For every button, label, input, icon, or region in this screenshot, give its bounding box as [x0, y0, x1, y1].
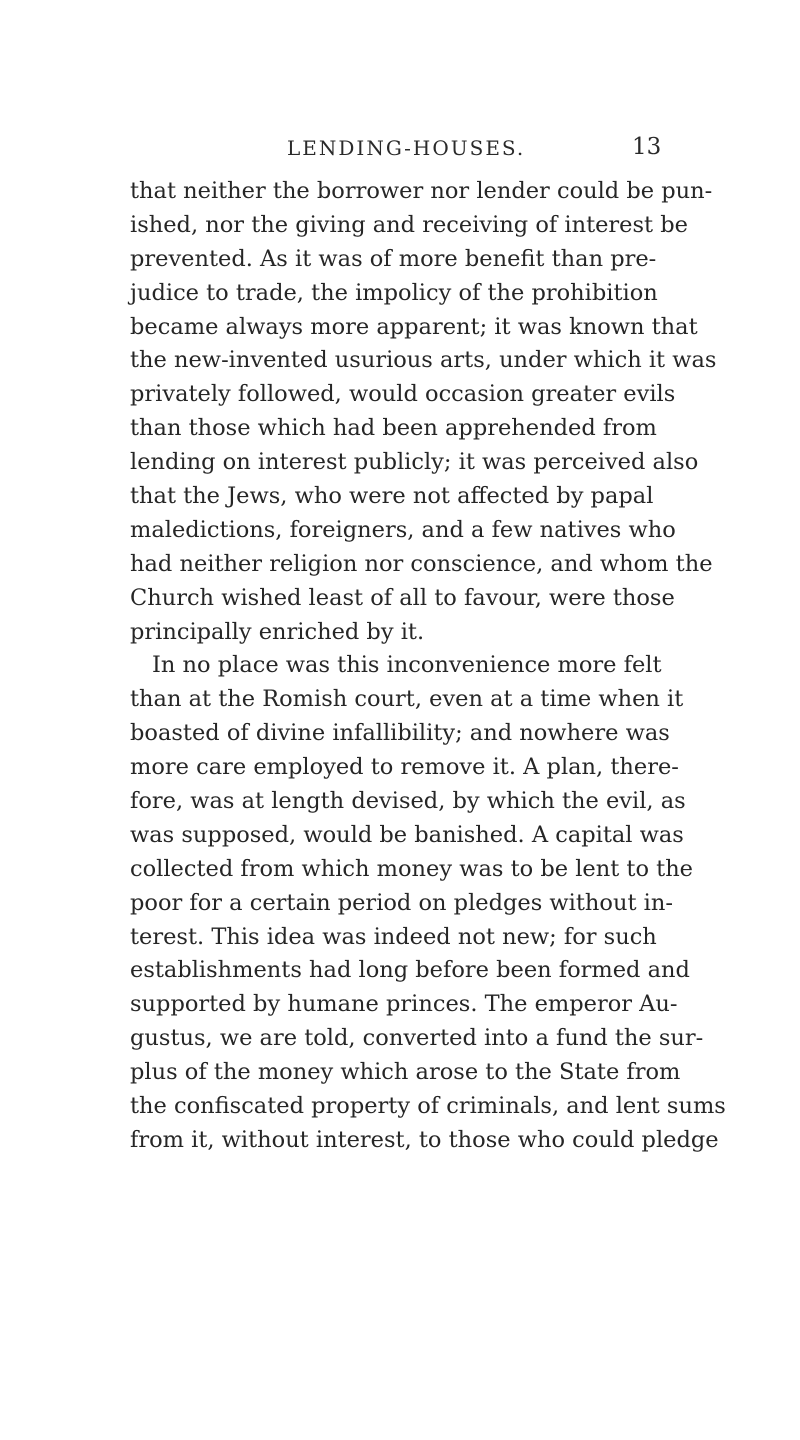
- text-line: privately followed, would occasion greater evils: [130, 381, 676, 408]
- text-line: principally enriched by it.: [130, 618, 425, 645]
- text-line: prevented. As it was of more benefit than pre-: [130, 245, 657, 272]
- text-line: plus of the money which arose to the State from: [130, 1059, 681, 1086]
- text-line: the new-invented usurious arts, under which it was: [130, 347, 717, 374]
- text-line: than at the Romish court, even at a time when it: [130, 686, 684, 713]
- text-line: became always more apparent; it was known that: [130, 313, 698, 340]
- body-text: [130, 175, 726, 1158]
- page-number: 13: [632, 134, 662, 160]
- text-line: ished, nor the giving and receiving of interest be: [130, 211, 688, 238]
- text-line: was supposed, would be banished. A capital was: [130, 821, 684, 848]
- text-line: that the Jews, who were not affected by papal: [130, 483, 654, 510]
- text-line: boasted of divine infallibility; and nowhere was: [130, 720, 670, 747]
- text-line: than those which had been apprehended from: [130, 415, 657, 442]
- text-line: fore, was at length devised, by which the evil, as: [130, 788, 686, 815]
- text-line: gustus, we are told, converted into a fund the sur-: [130, 1025, 704, 1052]
- text-line: maledictions, foreigners, and a few natives who: [130, 516, 676, 543]
- text-line: more care employed to remove it. A plan, there-: [130, 754, 679, 781]
- text-line: collected from which money was to be lent to the: [130, 855, 693, 882]
- text-line: from it, without interest, to those who could pledge: [130, 1126, 719, 1153]
- text-line: the confiscated property of criminals, and lent sums: [130, 1093, 726, 1120]
- text-line: poor for a certain period on pledges without in-: [130, 889, 673, 916]
- text-line: supported by humane princes. The emperor Au-: [130, 991, 678, 1018]
- text-line: had neither religion nor conscience, and whom the: [130, 550, 713, 577]
- paragraph-start-line: In no place was this inconvenience more felt: [152, 652, 662, 679]
- text-line: judice to trade, the impolicy of the prohibition: [130, 279, 658, 306]
- running-head: LENDING-HOUSES.: [287, 136, 526, 160]
- text-line: lending on interest publicly; it was perceived also: [130, 449, 699, 476]
- text-line: Church wished least of all to favour, were those: [130, 584, 675, 611]
- text-line: that neither the borrower nor lender could be pun-: [130, 178, 713, 204]
- text-line: establishments had long before been formed and: [130, 957, 690, 984]
- text-line: terest. This idea was indeed not new; for such: [130, 923, 657, 950]
